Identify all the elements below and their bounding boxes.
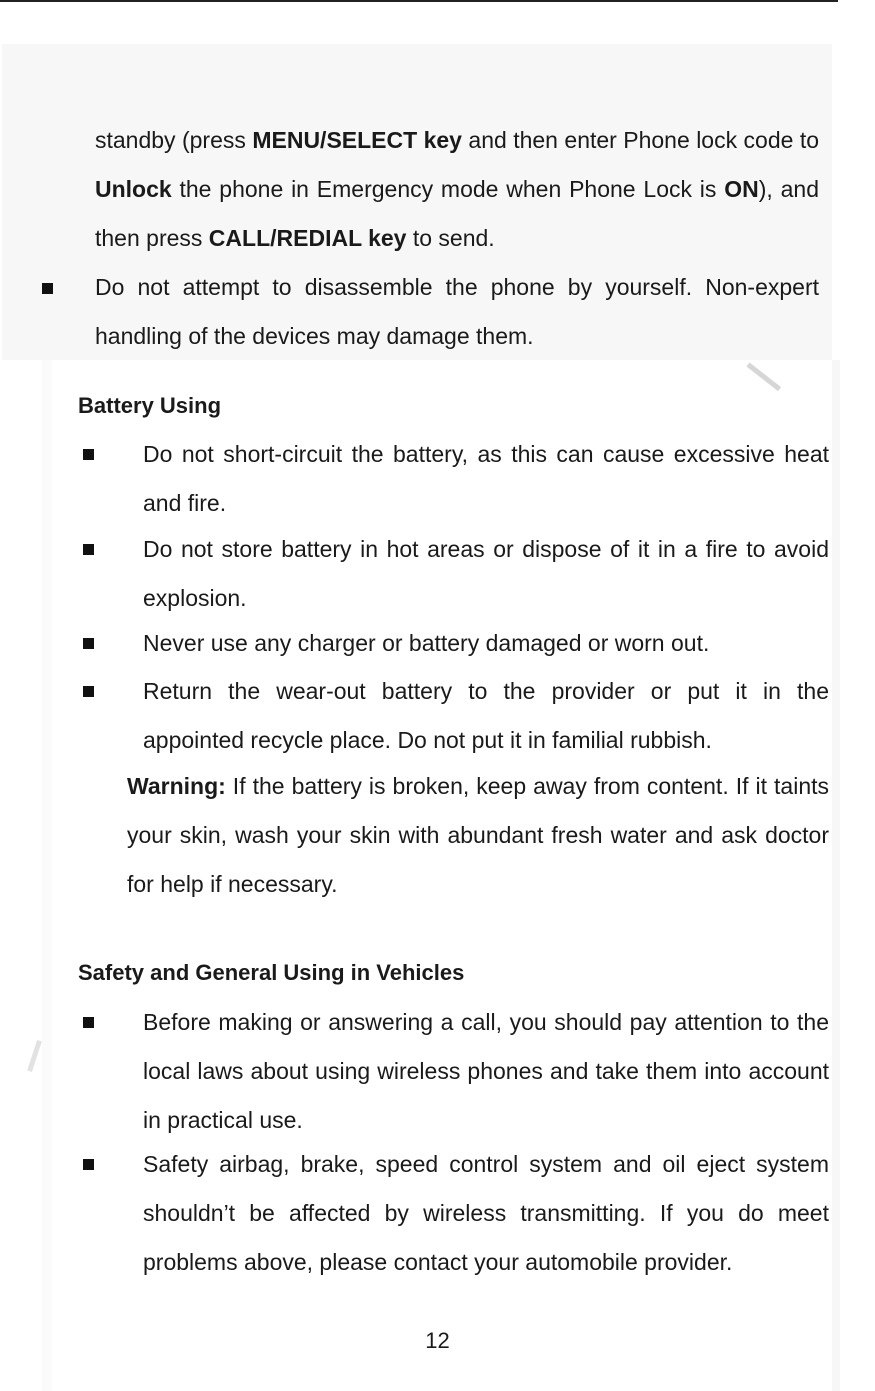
scan-mark-right: [746, 363, 781, 392]
warning-text: If the battery is broken, keep away from content. If it taints your skin, wash your skin with abundant fresh water and ask doctor for help if necessary.: [127, 773, 829, 897]
intro-text-part: and then enter Phone lock code to: [461, 127, 820, 153]
intro-text-part: standby (press: [95, 127, 253, 153]
intro-text-part: the phone in Emergency mode when Phone Lock is: [171, 176, 725, 202]
scan-mark-left: [27, 1040, 42, 1072]
scan-shade-right: [832, 360, 840, 1391]
intro-paragraph: [95, 116, 819, 263]
battery-list-item: Never use any charger or battery damaged or worn out.: [143, 630, 710, 656]
vehicles-list-item: Safety airbag, brake, speed control system and oil eject system shouldn’t be affected by wireless transmitting. If you do meet problems above, please contact your automobile provider.: [143, 1151, 829, 1275]
unlock-term: Unlock: [95, 176, 172, 202]
bullet-square-icon: [83, 449, 94, 460]
intro-text-part: to send.: [406, 225, 495, 251]
disassemble-warning-item: Do not attempt to disassemble the phone by yourself. Non-expert handling of the devices may damage them.: [95, 274, 819, 349]
battery-list-item: Return the wear-out battery to the provider or put it in the appointed recycle place. Do not put it in familial rubbish.: [143, 678, 829, 753]
bullet-square-icon: [83, 686, 94, 697]
bullet-square-icon: [42, 283, 53, 294]
battery-warning: [127, 762, 829, 909]
menu-select-key-term: MENU/SELECT key: [252, 127, 462, 153]
warning-label: Warning:: [127, 773, 226, 799]
top-rule: [0, 0, 838, 2]
battery-list-item: Do not short-circuit the battery, as this can cause excessive heat and fire.: [143, 441, 829, 516]
page-number: 12: [425, 1328, 450, 1353]
bullet-square-icon: [83, 1159, 94, 1170]
bullet-square-icon: [83, 1017, 94, 1028]
vehicles-list-item: Before making or answering a call, you should pay attention to the local laws about using wireless phones and take them into account in practical use.: [143, 1009, 829, 1133]
vehicles-heading: Safety and General Using in Vehicles: [78, 960, 465, 985]
bullet-square-icon: [83, 544, 94, 555]
on-term: ON: [724, 176, 759, 202]
call-redial-key-term: CALL/REDIAL key: [208, 225, 407, 251]
intro-text-part: ), and then press: [95, 176, 819, 251]
battery-using-heading: Battery Using: [78, 393, 222, 418]
battery-list-item: Do not store battery in hot areas or dispose of it in a fire to avoid explosion.: [143, 536, 829, 611]
scan-shade-left: [42, 360, 52, 1391]
bullet-square-icon: [83, 638, 94, 649]
